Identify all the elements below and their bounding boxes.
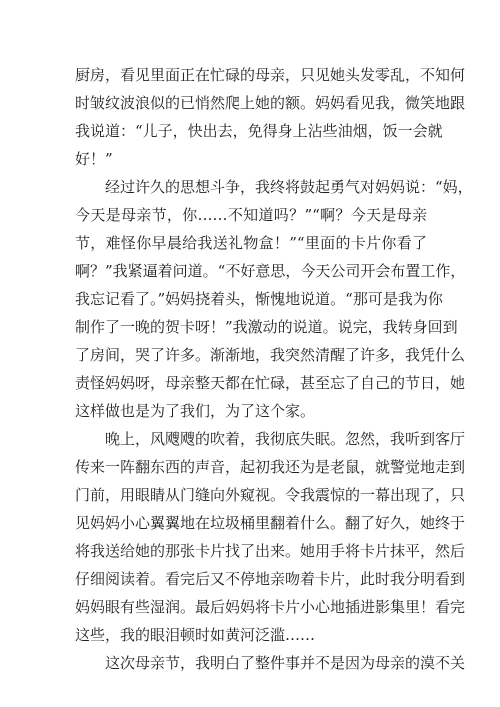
paragraph-start-line: 晚上，风飕飕的吹着，我彻底失眠。忽然，我听到客厅 bbox=[105, 430, 466, 448]
text-line: 妈妈眼有些湿润。最后妈妈将卡片小心地插进影集里！看完 bbox=[75, 598, 466, 616]
text-line: 啊？”我紧逼着问道。“不好意思，今天公司开会布置工作， bbox=[75, 262, 466, 280]
text-line: 见妈妈小心翼翼地在垃圾桶里翻着什么。翻了好久，她终于 bbox=[75, 514, 466, 532]
text-line: 我忘记看了。”妈妈挠着头，惭愧地说道。“那可是我为你 bbox=[75, 290, 443, 308]
text-line: 仔细阅读着。看完后又不停地亲吻着卡片，此时我分明看到 bbox=[75, 570, 466, 588]
text-line: 厨房，看见里面正在忙碌的母亲，只见她头发零乱，不知何 bbox=[75, 66, 466, 84]
text-line: 将我送给她的那张卡片找了出来。她用手将卡片抹平，然后 bbox=[75, 542, 466, 560]
text-line: 这些，我的眼泪顿时如黄河泛滥…… bbox=[75, 626, 316, 644]
text-line: 门前，用眼睛从门缝向外窥视。令我震惊的一幕出现了，只 bbox=[75, 486, 466, 504]
paragraph-start-line: 这次母亲节，我明白了整件事并不是因为母亲的漠不关 bbox=[105, 654, 466, 672]
paragraph-start-line: 经过许久的思想斗争，我终将鼓起勇气对妈妈说：“妈， bbox=[105, 178, 473, 196]
text-line: 责怪妈妈呀，母亲整天都在忙碌，甚至忘了自己的节日，她 bbox=[75, 374, 466, 392]
text-line: 制作了一晚的贺卡呀！”我激动的说道。说完，我转身回到 bbox=[75, 318, 458, 336]
text-line: 今天是母亲节，你……不知道吗？”“啊？今天是母亲 bbox=[75, 206, 427, 224]
text-line: 节，难怪你早晨给我送礼物盒！”“里面的卡片你看了 bbox=[75, 234, 427, 252]
text-line: 传来一阵翻东西的声音，起初我还为是老鼠，就警觉地走到 bbox=[75, 458, 466, 476]
text-line: 时皱纹波浪似的已悄然爬上她的额。妈妈看见我，微笑地跟 bbox=[75, 94, 466, 112]
text-line: 这样做也是为了我们，为了这个家。 bbox=[75, 402, 316, 420]
text-line: 好！” bbox=[75, 150, 113, 168]
text-line: 我说道：“儿子，快出去，免得身上沾些油烟，饭一会就 bbox=[75, 122, 443, 140]
text-line: 了房间，哭了许多。渐渐地，我突然清醒了许多，我凭什么 bbox=[75, 346, 466, 364]
